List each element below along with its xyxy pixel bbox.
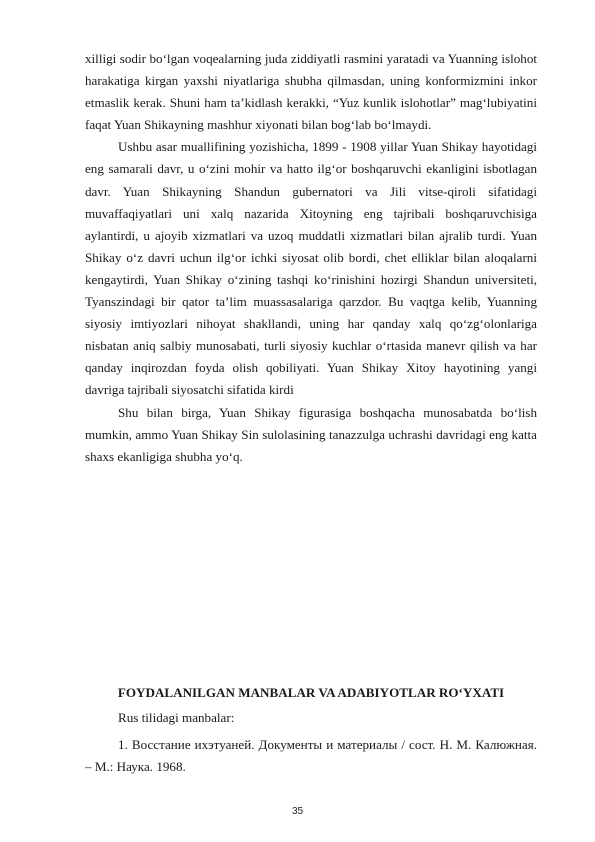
paragraph-yuan-career: Ushbu asar muallifining yozishicha, 1899 - 1908 yillar Yuan Shikay hayotidagi eng samarali davr, u o‘zini mohir va hatto ilg‘or boshqaruvchi ekanligini isbotlagan davr. Yuan Shikayning Shandun gubernatori va Jili vitse-qiroli sifatidagi muvaffaqiyatlari uni xalq nazarida Xitoyning eng tajribali boshqaruvchisiga aylantirdi, u ajoyib xizmatlari va uzoq muddatli xizmatlari bilan ajralib turdi. Yuan Shikay o‘z davri uchun ilg‘or ichki siyosat olib bordi, chet elliklar bilan aloqalarni kengaytirdi, Yuan Shikay o‘zining tashqi ko‘rinishini hozirgi Shandun universiteti, Tyanszindagi bir qator ta’lim muassasalariga qarzdor. Bu vaqtga kelib, Yuanning siyosiy imtiyozlari nihoyat shakllandi, uning har qanday xalq qo‘zg‘olonlariga nisbatan aniq salbiy munosabati, turli siyosiy kuchlar o‘rtasida manevr qilish va har qanday inqirozdan foyda olish qobiliyati. Yuan Shikay Xitoy hayotining yangi davriga tajribali siyosatchi sifatida kirdi [85,139,537,398]
body-text [85,48,537,468]
page-number: 35 [291,806,304,817]
reference-list [85,734,537,778]
reference-item [85,734,537,778]
reference-number: 1. [118,737,128,752]
references-subheading: Rus tilidagi manbalar: [118,710,235,725]
paragraph-continuation: xilligi sodir bo‘lgan voqealarning juda ziddiyatli rasmini yaratadi va Yuanning islohot harakatiga kirgan yaxshi niyatlariga shubha qilmasdan, uning konformizmini inkor etmaslik kerak. Shuni ham ta’kidlash kerakki, “Yuz kunlik islohotlar” mag‘lubiyatini faqat Yuan Shikayning mashhur xiyonati bilan bog‘lab bo‘lmaydi. [85,51,537,133]
paragraph-conclusion: Shu bilan birga, Yuan Shikay figurasiga boshqacha munosabatda bo‘lish mumkin, ammo Yuan Shikay Sin sulolasining tanazzulga uchrashi davridagi eng katta shaxs ekanligiga shubha yo‘q. [85,404,537,464]
reference-text: Восстание ихэтуаней. Документы и материалы / сост. Н. М. Калюжная. – М.: Наука. 1968. [85,737,537,774]
references-heading: FOYDALANILGAN MANBALAR VA ADABIYOTLAR RO‘YXATI [117,685,505,700]
